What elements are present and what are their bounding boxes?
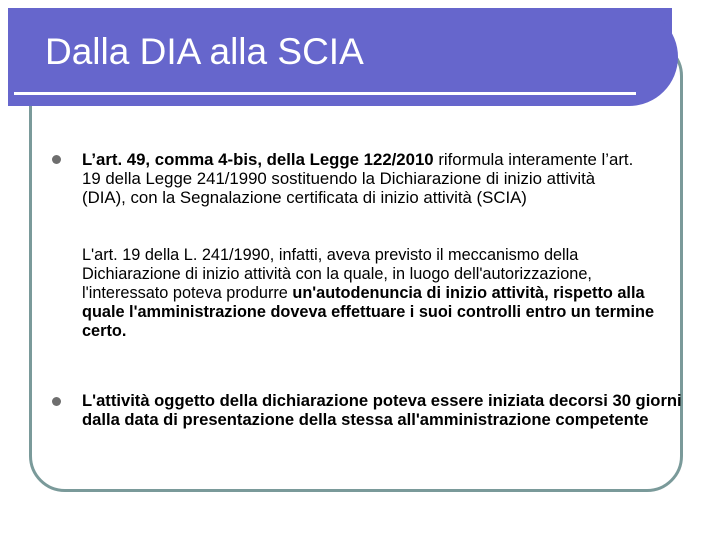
paragraph-normal: L'art. 19 della L. 241/1990, infatti, aveva previsto il meccanismo della Dichiarazione di inizio attività con la quale, in luogo dell'autorizzazione, l'interessato poteva produrre [82, 246, 592, 302]
bullet-dot-icon [52, 155, 61, 164]
bullet-item-2 [48, 392, 682, 429]
paragraph-bold: un'autodenuncia di inizio attività, rispetto alla quale l'amministrazione doveva effettuare i suoi controlli entro un termine certo. [82, 284, 655, 340]
explanation-paragraph [82, 246, 658, 341]
bullet-1-bold: L’art. 49, comma 4-bis, della Legge 122/2010 [82, 150, 434, 169]
bullet-item-1 [48, 150, 642, 207]
bullet-1-rest: riformula interamente l’art. 19 della Legge 241/1990 sostituendo la Dichiarazione di inizio attività (DIA), con la Segnalazione certificata di inizio attività (SCIA) [82, 150, 634, 207]
bullet-1-text [82, 150, 633, 207]
bullet-2-text: L'attività oggetto della dichiarazione poteva essere iniziata decorsi 30 giorni dalla data di presentazione della stessa all'amministrazione competente [82, 391, 682, 429]
bullet-dot-icon [52, 397, 61, 406]
title-underline [14, 92, 636, 95]
slide-title: Dalla DIA alla SCIA [45, 31, 364, 72]
